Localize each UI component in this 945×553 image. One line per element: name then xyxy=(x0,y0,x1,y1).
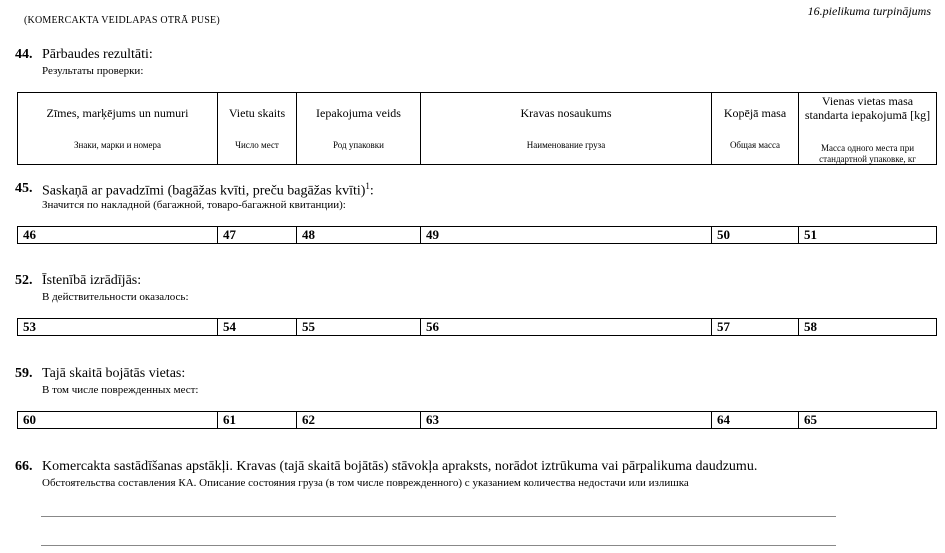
field-65[interactable]: 65 xyxy=(799,412,937,429)
writing-line[interactable] xyxy=(41,516,836,517)
section-number: 45. xyxy=(15,181,33,196)
section-title: Tajā skaitā bojātās vietas: xyxy=(42,366,186,381)
field-63[interactable]: 63 xyxy=(421,412,712,429)
appendix-continuation-note: 16.pielikuma turpinājums xyxy=(807,4,931,18)
field-54[interactable]: 54 xyxy=(218,319,297,336)
section-subtitle: В том числе поврежденных мест: xyxy=(42,384,199,396)
field-57[interactable]: 57 xyxy=(712,319,799,336)
section-number: 44. xyxy=(15,47,33,62)
field-46[interactable]: 46 xyxy=(18,227,218,244)
section-subtitle: Обстоятельства составления КА. Описание состояния груза (в том числе поврежденного) с указанием количества недостачи или излишка xyxy=(42,477,689,489)
col-header-places: Vietu skaits Число мест xyxy=(218,93,297,165)
section-number: 66. xyxy=(15,459,33,474)
section-number: 59. xyxy=(15,366,33,381)
col-header-marks: Zīmes, marķējums un numuri Знаки, марки и номера xyxy=(18,93,218,165)
col-header-total-mass: Kopējā masa Общая масса xyxy=(712,93,799,165)
field-53[interactable]: 53 xyxy=(18,319,218,336)
field-51[interactable]: 51 xyxy=(799,227,937,244)
field-64[interactable]: 64 xyxy=(712,412,799,429)
field-62[interactable]: 62 xyxy=(297,412,421,429)
field-47[interactable]: 47 xyxy=(218,227,297,244)
form-side-note: (KOMERCAKTA VEIDLAPAS OTRĀ PUSE) xyxy=(24,15,220,26)
writing-line[interactable] xyxy=(41,545,836,546)
col-header-unit-mass: Vienas vietas masa standarta iepakojumā [kg] Масса одного места при стандартной упаковке, кг xyxy=(799,93,937,165)
col-header-packaging: Iepakojuma veids Род упаковки xyxy=(297,93,421,165)
field-60[interactable]: 60 xyxy=(18,412,218,429)
section-subtitle: Значится по накладной (багажной, товаро-багажной квитанции): xyxy=(42,199,346,211)
field-55[interactable]: 55 xyxy=(297,319,421,336)
row-actual xyxy=(17,318,937,336)
field-58[interactable]: 58 xyxy=(799,319,937,336)
footnote-marker: 1 xyxy=(365,181,370,191)
section-title: Īstenībā izrādījās: xyxy=(42,273,142,288)
section-title: Pārbaudes rezultāti: xyxy=(42,47,153,62)
row-damaged xyxy=(17,411,937,429)
section-subtitle: Результаты проверки: xyxy=(42,65,144,77)
field-49[interactable]: 49 xyxy=(421,227,712,244)
row-per-waybill xyxy=(17,226,937,244)
field-50[interactable]: 50 xyxy=(712,227,799,244)
section-subtitle: В действительности оказалось: xyxy=(42,291,189,303)
col-header-cargo-name: Kravas nosaukums Наименование груза xyxy=(421,93,712,165)
section-title: Komercakta sastādīšanas apstākļi. Kravas (tajā skaitā bojātās) stāvokļa apraksts, norādot iztrūkuma vai pārpalikuma daudzumu. xyxy=(42,459,758,474)
field-56[interactable]: 56 xyxy=(421,319,712,336)
field-48[interactable]: 48 xyxy=(297,227,421,244)
section-number: 52. xyxy=(15,273,33,288)
results-header-table xyxy=(17,92,937,165)
field-61[interactable]: 61 xyxy=(218,412,297,429)
section-title: Saskaņā ar pavadzīmi (bagāžas kvīti, preču bagāžas kvīti)$^1$: xyxy=(42,181,374,199)
